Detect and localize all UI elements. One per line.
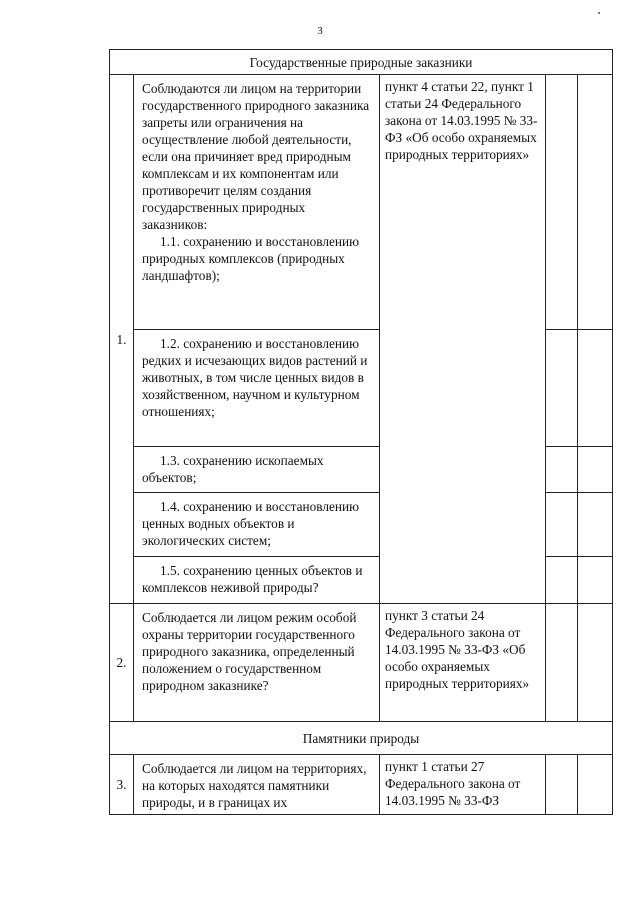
- sub-item: 1.1. сохранению и восстановлению природных комплексов (природных ландшафтов);: [142, 234, 360, 283]
- question-cell: [134, 75, 380, 330]
- question-text: Соблюдается ли лицом режим особой охраны территории государственного природного заказника, определенный положением о государственном природном заказнике?: [134, 604, 380, 722]
- scan-speck: [598, 12, 600, 14]
- checklist-table: [109, 49, 613, 815]
- sub-item: 1.3. сохранению ископаемых объектов;: [134, 447, 380, 493]
- answer-cell[interactable]: [546, 75, 578, 330]
- sub-item: 1.4. сохранению и восстановлению ценных водных объектов и экологических систем;: [134, 493, 380, 557]
- answer-cell[interactable]: [546, 447, 578, 493]
- legal-reference: пункт 1 статьи 27 Федерального закона от 14.03.1995 № 33-ФЗ: [380, 755, 546, 815]
- answer-cell[interactable]: [546, 604, 578, 722]
- row-number: 1.: [110, 75, 134, 604]
- note-cell[interactable]: [578, 447, 613, 493]
- note-cell[interactable]: [578, 75, 613, 330]
- answer-cell[interactable]: [546, 330, 578, 447]
- sub-item: 1.5. сохранению ценных объектов и комплексов неживой природы?: [134, 557, 380, 604]
- table-row: [110, 604, 613, 722]
- note-cell[interactable]: [578, 755, 613, 815]
- legal-reference: пункт 3 статьи 24 Федерального закона от 14.03.1995 № 33-ФЗ «Об особо охраняемых природных территориях»: [380, 604, 546, 722]
- row-number: 3.: [110, 755, 134, 815]
- legal-reference: пункт 4 статьи 22, пункт 1 статьи 24 Федерального закона от 14.03.1995 № 33-ФЗ «Об особо охраняемых природных территориях»: [380, 75, 546, 604]
- section-header-row: [110, 50, 613, 75]
- note-cell[interactable]: [578, 604, 613, 722]
- table-row: [110, 755, 613, 815]
- answer-cell[interactable]: [546, 755, 578, 815]
- question-text: Соблюдается ли лицом на территориях, на которых находятся памятники природы, и в границах их: [134, 755, 380, 815]
- note-cell[interactable]: [578, 330, 613, 447]
- answer-cell[interactable]: [546, 493, 578, 557]
- section-title: Государственные природные заказники: [110, 50, 613, 75]
- section-title: Памятники природы: [110, 722, 613, 755]
- page-number: 3: [317, 25, 323, 37]
- question-text: Соблюдаются ли лицом на территории государственного природного заказника запреты или ограничения на осуществление любой деятельности, если она причиняет вред природным комплексам и их компонентам или противоречит целям создания государственных природных заказников:: [142, 81, 370, 232]
- section-header-row: [110, 722, 613, 755]
- row-number: 2.: [110, 604, 134, 722]
- answer-cell[interactable]: [546, 557, 578, 604]
- note-cell[interactable]: [578, 493, 613, 557]
- table-row: [110, 75, 613, 330]
- sub-item: 1.2. сохранению и восстановлению редких и исчезающих видов растений и животных, в том числе ценных видов в хозяйственном, научном и культурном отношениях;: [134, 330, 380, 447]
- note-cell[interactable]: [578, 557, 613, 604]
